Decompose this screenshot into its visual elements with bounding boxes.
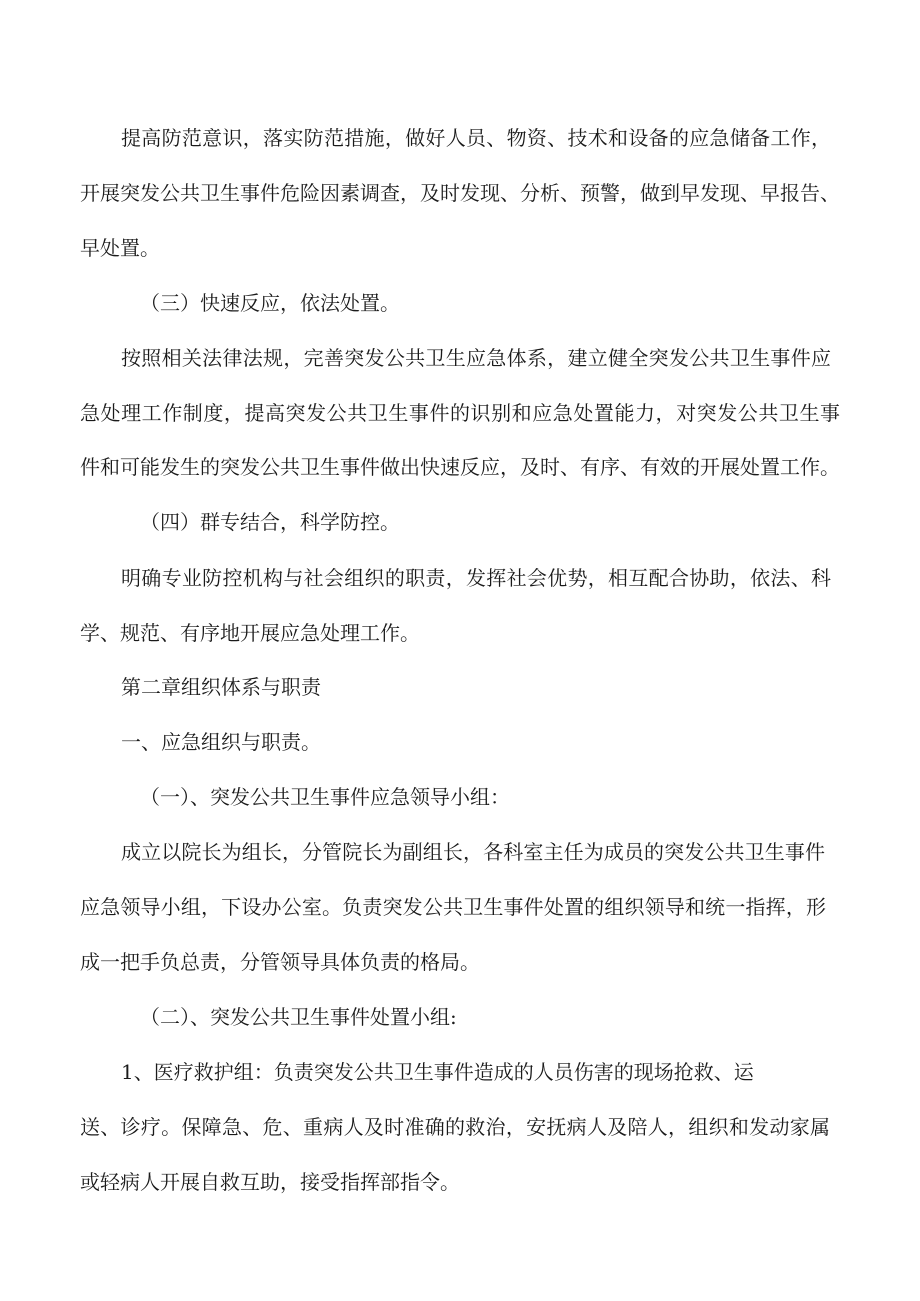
paragraph-line: 成一把手负总责，分管领导具体负责的格局。 [80, 950, 480, 974]
section-heading: 一、应急组织与职责。 [121, 730, 321, 754]
subsection-heading: （二）、突发公共卫生事件处置小组: [140, 1005, 457, 1029]
paragraph-line: 1、医疗救护组：负责突发公共卫生事件造成的人员伤害的现场抢救、运 [121, 1060, 754, 1084]
paragraph-line: 明确专业防控机构与社会组织的职责，发挥社会优势，相互配合协助，依法、科 [121, 566, 831, 590]
paragraph-line: 开展突发公共卫生事件危险因素调查，及时发现、分析、预警，做到早发现、早报告、 [80, 181, 840, 205]
paragraph-line: 或轻病人开展自救互助，接受指挥部指令。 [80, 1170, 460, 1194]
paragraph-line: 早处置。 [80, 236, 160, 260]
paragraph-line: 按照相关法律法规，完善突发公共卫生应急体系，建立健全突发公共卫生事件应 [121, 346, 831, 370]
section-heading: （四）群专结合，科学防控。 [140, 510, 400, 534]
paragraph-line: 送、诊疗。保障急、危、重病人及时准确的救治，安抚病人及陪人，组织和发动家属 [80, 1115, 830, 1139]
paragraph-line: 学、规范、有序地开展应急处理工作。 [80, 621, 420, 645]
paragraph-line: 件和可能发生的突发公共卫生事件做出快速反应，及时、有序、有效的开展处置工作。 [80, 455, 840, 479]
paragraph-line: 应急领导小组，下设办公室。负责突发公共卫生事件处置的组织领导和统一指挥，形 [80, 895, 826, 919]
section-heading: （三）快速反应，依法处置。 [140, 291, 400, 315]
paragraph-line: 成立以院长为组长，分管院长为副组长，各科室主任为成员的突发公共卫生事件 [121, 840, 825, 864]
paragraph-line: 急处理工作制度，提高突发公共卫生事件的识别和应急处置能力，对突发公共卫生事 [80, 401, 840, 425]
chapter-heading: 第二章组织体系与职责 [121, 675, 321, 699]
paragraph-line: 提高防范意识，落实防范措施，做好人员、物资、技术和设备的应急储备工作， [121, 126, 831, 150]
subsection-heading: （一）、突发公共卫生事件应急领导小组： [140, 785, 510, 809]
